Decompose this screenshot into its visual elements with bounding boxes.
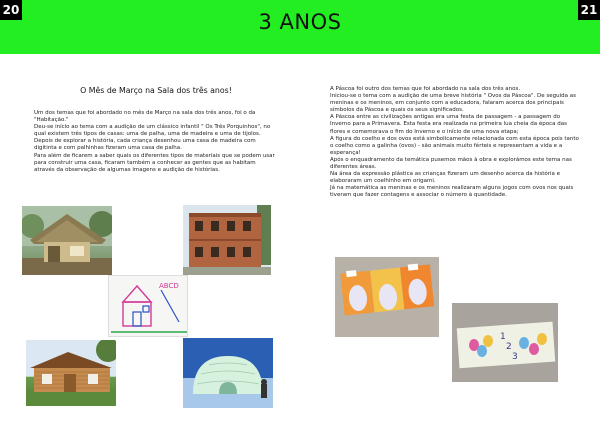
right-paragraph-6: Na área da expressão plástica as crianças fizeram um desenho acerca da história e elaboraram um coelhinho em origami.: [330, 171, 561, 185]
left-paragraph-2: Deu-se início ao tema com a audição de um clássico infantil " Os Três Porquinhos", no qual existem três tipos de casas: uma de palha, uma de madeira e uma de tijolos.: [34, 124, 271, 138]
house-drawing-photo: [108, 275, 188, 337]
easter-craft-photo: [335, 257, 439, 337]
right-article: [330, 86, 580, 200]
drawing-scribble: ABCD: [159, 282, 179, 290]
right-paragraph-3: A Páscoa entre as civilizações antigas era uma festa de passagem - a passagem do Inverno para a Primavera. Esta festa era realizada na primeira lua cheia da época das flores e comemorava o fim do Inverno e o início de uma nova etapa;: [330, 114, 567, 135]
right-paragraph-5: Após o enquadramento da temática pusemos mãos à obra e explorámos este tema nas diferentes áreas.: [330, 156, 572, 171]
left-paragraph-4: Para além de ficarem a saber quais os diferentes tipos de materiais que se podem usar para construir uma casa, ficaram também a conhecer as gentes que as habitam através da observação de algumas imagens e audição de histórias.: [34, 152, 275, 173]
wooden-cabin-photo: [26, 340, 116, 406]
left-heading: O Mês de Março na Sala dos três anos!: [80, 86, 232, 95]
straw-hut-photo: [22, 206, 112, 275]
right-paragraph-7: Já na matemática as meninas e os meninos realizaram alguns jogos com ovos nos quais tiveram que fazer contagens e associar o número à quantidade.: [330, 185, 574, 199]
igloo-photo: [183, 338, 273, 408]
math-digit-2: 2: [506, 342, 512, 352]
right-paragraph-4: A figura do coelho e dos ovos está simbolicamente relacionada com esta época pois tanto o coelho como a galinha (ovos) - são animais muito férteis e representam a vida e a esperança!: [330, 135, 579, 156]
page-number-left: 20: [0, 0, 22, 20]
math-digit-1: 1: [500, 332, 506, 342]
left-paragraph-1: Um dos temas que foi abordado no mês de Março na sala dos três anos, foi o da "Habitação.": [34, 110, 256, 124]
right-paragraph-2: Iniciou-se o tema com a audição de uma breve história " Ovos da Páscoa". De seguida as meninas e os meninos, em conjunto com a educadora, falaram acerca dos principais símbolos da Páscoa e quais os seus significados.: [330, 93, 576, 114]
brick-building-photo: [183, 205, 271, 275]
page-number-right: 21: [578, 0, 600, 20]
math-digit-3: 3: [512, 352, 518, 362]
right-paragraph-1: A Páscoa foi outro dos temas que foi abordado na sala dos três anos.: [330, 86, 521, 92]
left-article: [34, 110, 278, 174]
page-title: 3 ANOS: [258, 10, 342, 34]
left-paragraph-3: Depois de explorar a história, cada criança desenhou uma casa de madeira com digitinta e com palhinhas fizeram uma casa de palha.: [34, 138, 256, 152]
egg-counting-photo: [452, 303, 558, 382]
